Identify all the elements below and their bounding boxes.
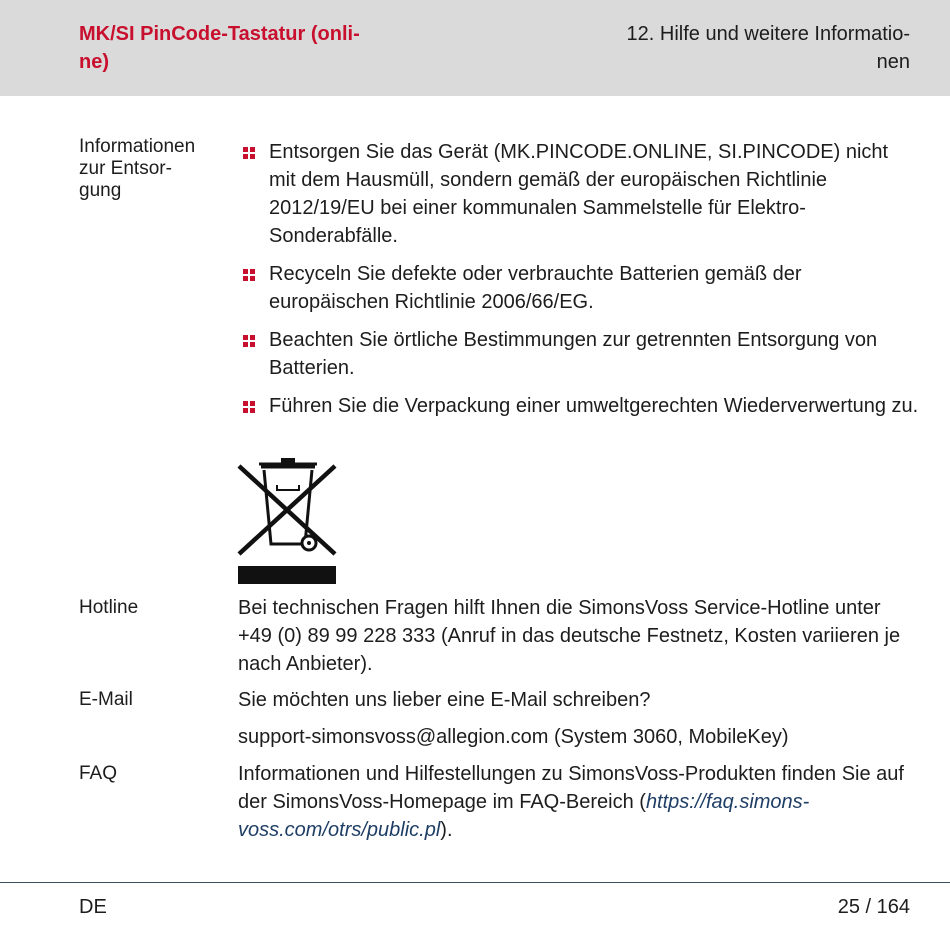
- faq-text-before: Informationen und Hilfestellungen zu SimonsVoss-Produkten finden Sie auf der SimonsVoss-Homepage im FAQ-Bereich (: [238, 763, 904, 813]
- section-title-line-1: 12. Hilfe und weitere Informatio-: [626, 23, 910, 45]
- bullet-item: [240, 392, 920, 420]
- red-square-bullet-icon: [243, 335, 256, 347]
- red-square-bullet-icon: [243, 401, 256, 413]
- document-title-line-2: ne): [79, 51, 109, 73]
- bullet-item: [240, 260, 920, 316]
- page-number: 25 / 164: [837, 896, 910, 918]
- footer-language: DE: [79, 896, 107, 918]
- disposal-label: [79, 136, 224, 202]
- bullet-text: Entsorgen Sie das Gerät (MK.PINCODE.ONLINE, SI.PINCODE) nicht mit dem Hausmüll, sondern gemäß der europäischen Richtlinie 2012/19/EU bei einer kommunalen Sammelstelle für Elektro-Sonderabfälle.: [269, 141, 889, 247]
- disposal-label-line-3: gung: [79, 180, 122, 201]
- crossed-out-wheelie-bin-icon: [237, 456, 337, 586]
- hotline-label: Hotline: [79, 597, 139, 618]
- email-text: Sie möchten uns lieber eine E-Mail schreiben?: [238, 689, 651, 711]
- disposal-label-line-1: Informationen: [79, 136, 196, 157]
- bullet-text: Führen Sie die Verpackung einer umweltgerechten Wiederverwertung zu.: [269, 395, 919, 417]
- email-label: E-Mail: [79, 689, 133, 710]
- faq-text: [238, 760, 918, 844]
- document-title: [79, 20, 409, 76]
- disposal-bullet-list: [240, 138, 920, 430]
- bullet-item: [240, 138, 920, 250]
- faq-link[interactable]: https://faq.simons-voss.com/otrs/public.pl: [238, 791, 810, 841]
- page-header: [0, 0, 950, 96]
- bullet-text: Recyceln Sie defekte oder verbrauchte Batterien gemäß der europäischen Richtlinie 2006/66/EG.: [269, 263, 802, 313]
- footer-divider: [0, 882, 950, 883]
- section-title-line-2: nen: [876, 51, 910, 73]
- faq-label: FAQ: [79, 763, 118, 784]
- faq-text-after: ).: [440, 819, 453, 841]
- email-address: support-simonsvoss@allegion.com (System 3060, MobileKey): [238, 726, 789, 748]
- disposal-label-line-2: zur Entsor-: [79, 158, 172, 179]
- red-square-bullet-icon: [243, 269, 256, 281]
- document-title-line-1: MK/SI PinCode-Tastatur (onli-: [79, 23, 360, 45]
- hotline-text: Bei technischen Fragen hilft Ihnen die SimonsVoss Service-Hotline unter +49 (0) 89 99 228 333 (Anruf in das deutsche Festnetz, Kosten variieren je nach Anbieter).: [238, 597, 901, 675]
- red-square-bullet-icon: [243, 147, 256, 159]
- bullet-text: Beachten Sie örtliche Bestimmungen zur getrennten Entsorgung von Batterien.: [269, 329, 878, 379]
- bullet-item: [240, 326, 920, 382]
- section-title: [580, 20, 910, 76]
